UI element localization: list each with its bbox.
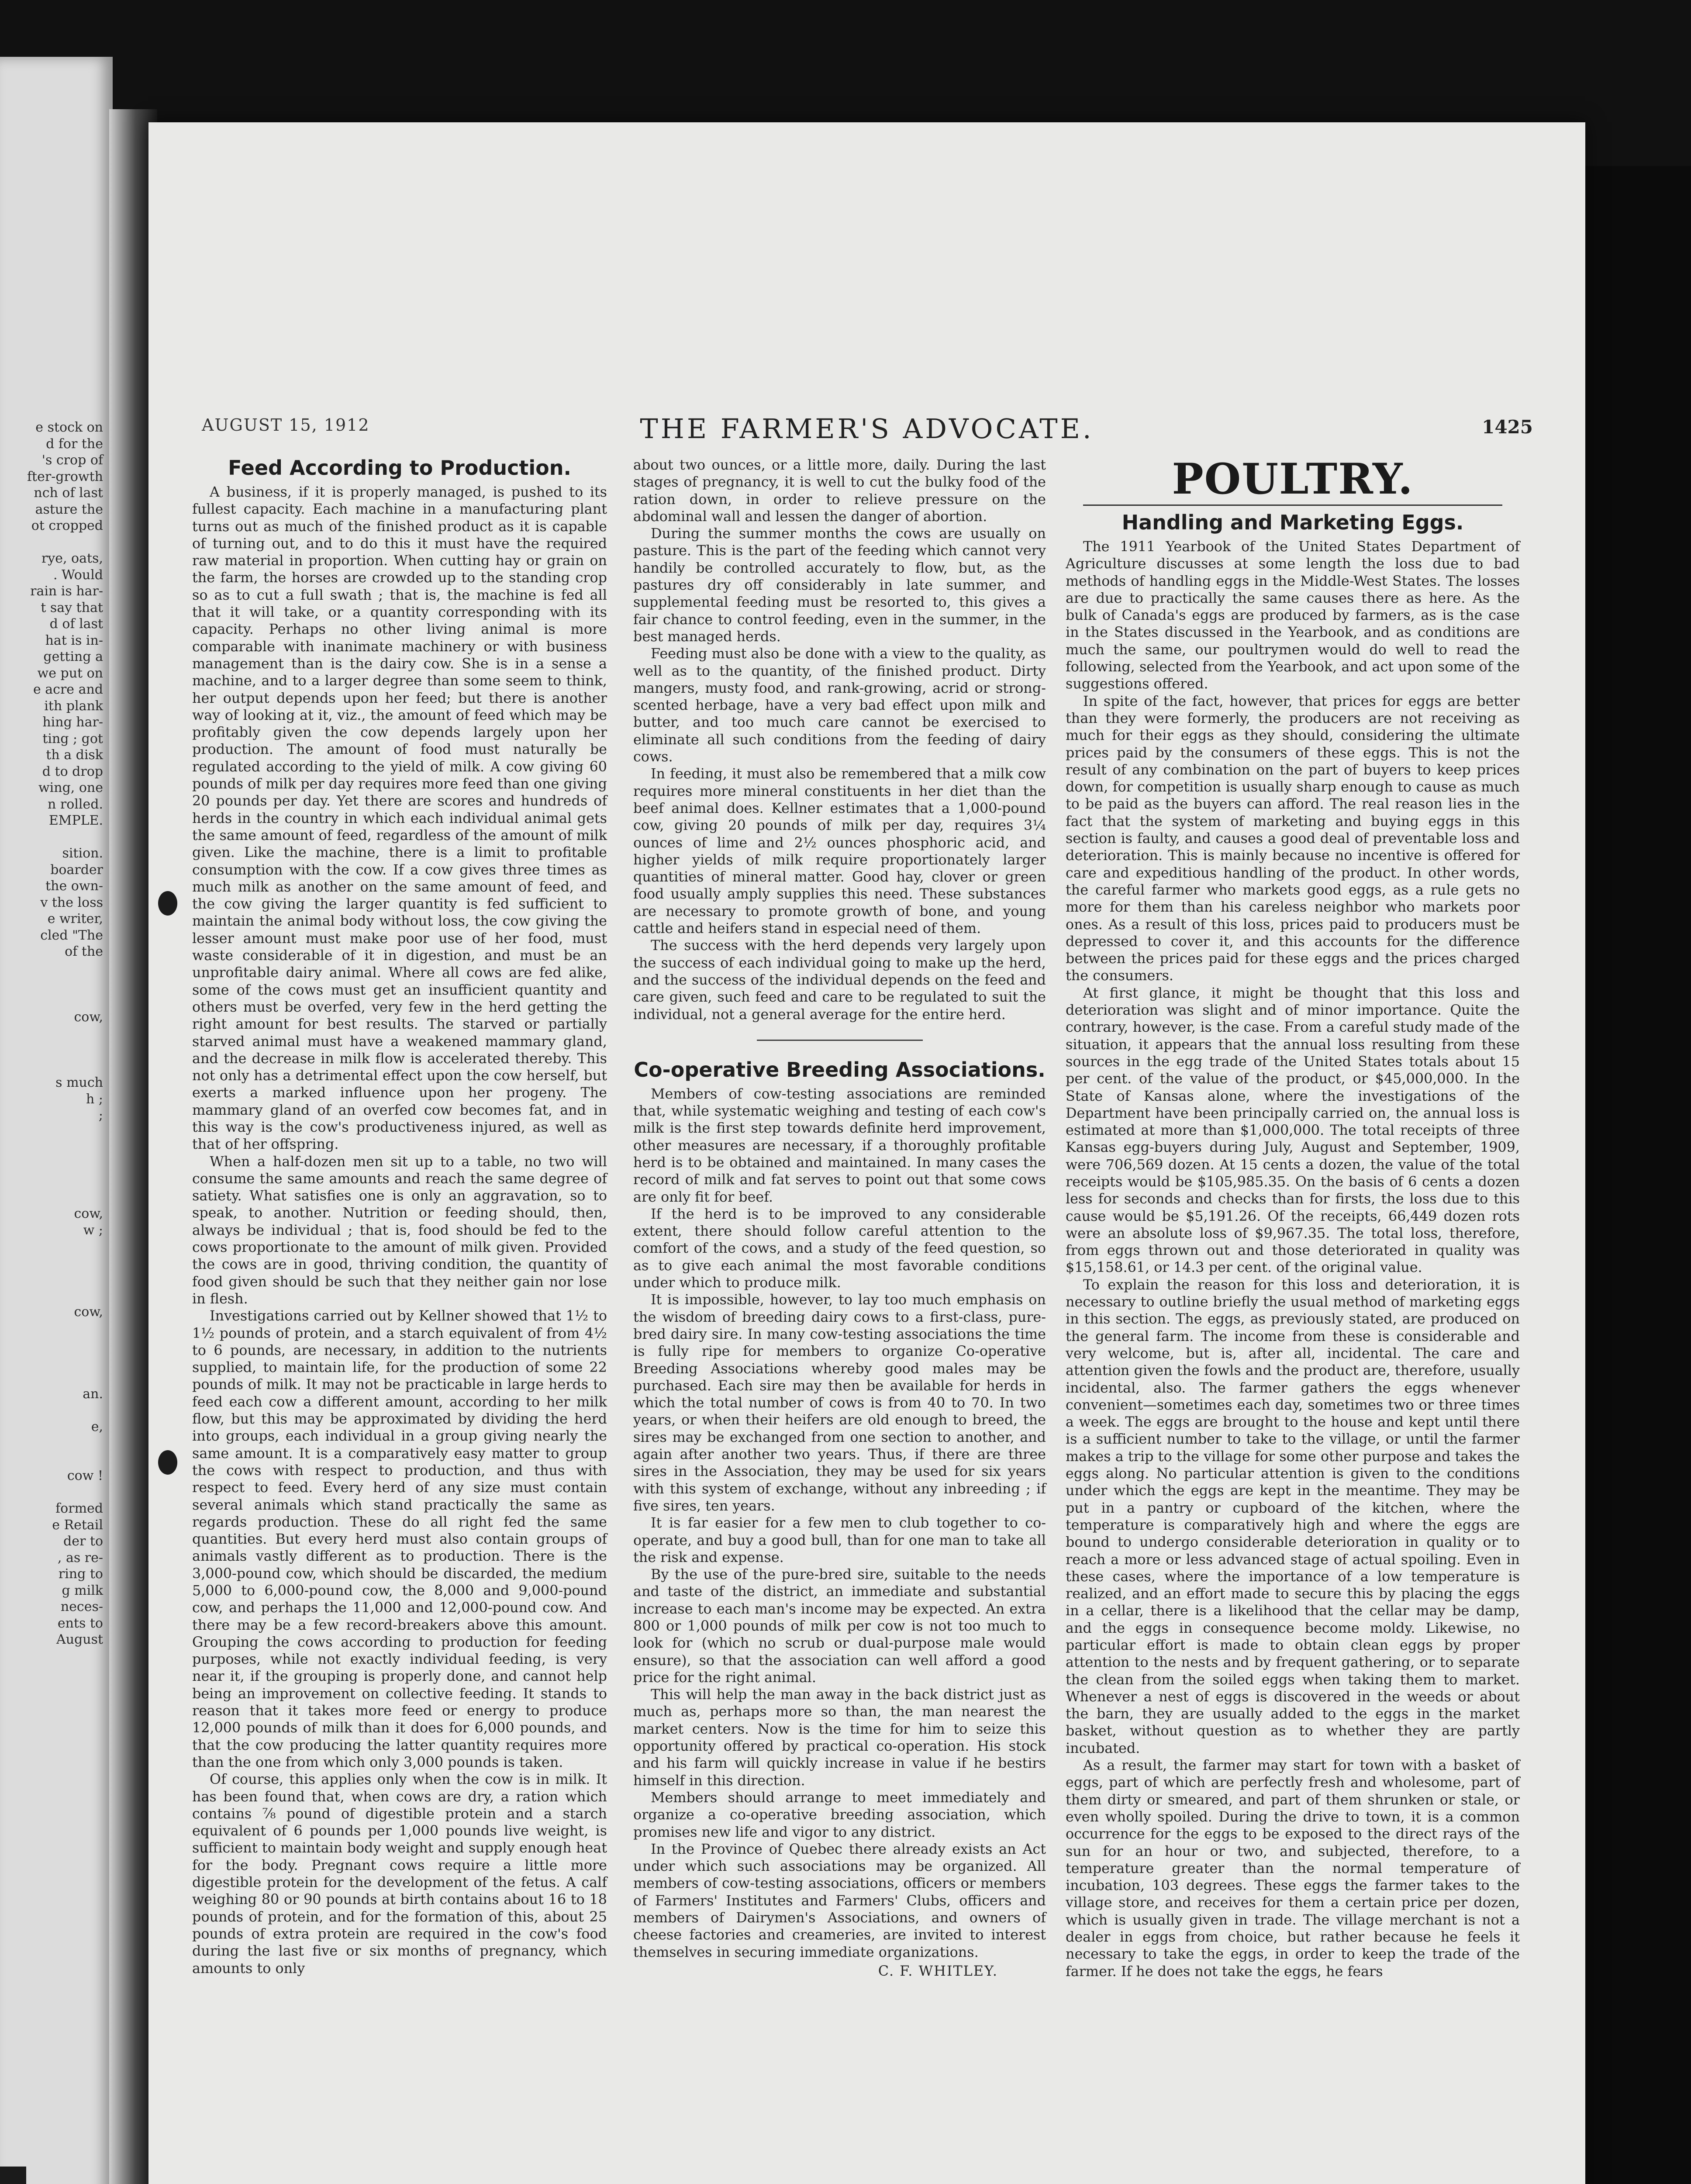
- article-divider: [757, 1040, 923, 1041]
- article-title-breeding: Co-operative Breeding Associations.: [634, 1057, 1046, 1082]
- paragraph: When a half-dozen men sit up to a table, no two will consume the same amounts and reach the same degree of satiety. What satisfies one is only an aggravation, so to speak, to another. Nutrition or feeding should, then, always be individual ; that is, food should be fed to the cows proportionate to the amount of milk given. Provided the cows are in good, thriving condition, the quantity of food given should be such that they neither gain nor lose in flesh.: [192, 1153, 607, 1307]
- paragraph: The 1911 Yearbook of the United States Department of Agriculture discusses at some length the loss due to bad methods of handling eggs in the Middle-West States. The losses are due to practically the same causes there as here. As the bulk of Canada's eggs are produced by farmers, as is the case in the States discussed in the Yearbook, and as conditions are much the same, our poultrymen would do well to read the following, selected from the Yearbook, and act upon some of the suggestions offered.: [1066, 539, 1520, 692]
- issue-date: AUGUST 15, 1912: [202, 415, 370, 435]
- paper-title: THE FARMER'S ADVOCATE.: [640, 413, 1094, 445]
- article-title-eggs: Handling and Marketing Eggs.: [1122, 511, 1464, 534]
- column-2: [633, 456, 1046, 1980]
- previous-page-text: e stock on d for the 's crop of fter-growth nch of last asture the ot cropped rye, oats, . Would rain is har- t say that d of last hat is in- getting a we put on e acre and ith plank hing har- ting ; got th a disk d to drop wing, one n rolled. EMPLE. sition. boarder the own- v the loss e writer, cled "The of the cow, s much h ; ; cow, w ; cow, an. e, cow ! formed e Retail der to , as re- ring to g milk neces- ents to August: [27, 420, 103, 1647]
- page-number: 1425: [1482, 416, 1533, 438]
- paragraph: This will help the man away in the back district just as much as, perhaps more so than, the man nearest the market centers. Now is the time for him to seize this opportunity offered by practical co-operation. His stock and his farm will quickly increase in value if he bestirs himself in this direction.: [633, 1686, 1046, 1789]
- paragraph: The success with the herd depends very largely upon the success of each individual going to make up the herd, and the success of the individual depends on the feed and care given, such feed and care to be regulated to suit the individual, not a general average for the entire herd.: [633, 937, 1046, 1023]
- paragraph: about two ounces, or a little more, daily. During the last stages of pregnancy, it is well to cut the bulky food of the ration down, in order to relieve pressure on the abdominal wall and lessen the danger of abortion.: [633, 457, 1046, 525]
- paragraph: At first glance, it might be thought that this loss and deterioration was slight and of minor importance. Quite the contrary, however, is the case. From a careful study made of the situation, it appears that the annual loss resulting from these sources in the egg trade of the United States totals about 15 per cent. of the value of the product, or $45,000,000. In the State of Kansas alone, where the investigations of the Department have been principally carried on, the annual loss is estimated at more than $1,000,000. The total receipts of three Kansas egg-buyers during July, August and September, 1909, were 706,569 dozen. At 15 cents a dozen, the value of the total receipts would be $105,985.35. On the basis of 6 cents a dozen less for seconds and checks than for firsts, the loss due to this cause would be $5,191.26. Of the receipts, 66,449 dozen rots were an absolute loss of $9,967.35. The total loss, therefore, from eggs thrown out and those deteriorated in quality was $15,158.61, or 14.3 per cent. of the original value.: [1066, 985, 1520, 1276]
- previous-page-fragment: [0, 57, 113, 2184]
- paragraph: In the Province of Quebec there already exists an Act under which such associations may be organized. All members of cow-testing associations, officers or members of Farmers' Institutes and Farmers' Clubs, officers and members of Dairymen's Associations, and owners of cheese factories and creameries, are invited to interest themselves in securing immediate organizations.: [633, 1841, 1046, 1960]
- previous-page-photo: [0, 2167, 26, 2184]
- paragraph: Members should arrange to meet immediately and organize a co-operative breeding association, which promises new life and vigor to any district.: [633, 1789, 1046, 1840]
- paragraph: To explain the reason for this loss and deterioration, it is necessary to outline briefly the usual method of marketing eggs in this section. The eggs, as previously stated, are produced on the general farm. The income from these is considerable and very welcome, but is, after all, incidental. The care and attention given the fowls and the product are, therefore, usually incidental, also. The farmer gathers the eggs whenever convenient—sometimes each day, sometimes two or three times a week. The eggs are brought to the house and kept until there is a sufficient number to take to the village, or until the farmer makes a trip to the village for some other purpose and takes the eggs along. No particular attention is given to the conditions under which the eggs are kept in the meantime. They may be put in a pantry or cupboard of the kitchen, where the temperature is comparatively high and where the eggs are bound to undergo considerable deterioration in quality or to reach a more or less advanced stage of actual spoiling. Even in these cases, where the importance of a low temperature is realized, and an effort made to secure this by placing the eggs in a cellar, there is a likelihood that the cellar may be damp, and the eggs in consequence become moldy. Likewise, no particular effort is made to obtain clean eggs by proper attention to the nests and by frequent gathering, or to separate the clean from the soiled eggs when taking them to market. Whenever a nest of eggs is discovered in the weeds or about the barn, they are usually added to the eggs in the market basket, without question as to whether they are partly incubated.: [1066, 1276, 1520, 1756]
- author-signature: C. F. WHITLEY.: [878, 1963, 998, 1979]
- paragraph: Investigations carried out by Kellner showed that 1½ to 1½ pounds of protein, and a starch equivalent of from 4½ to 6 pounds, are necessary, in addition to the nutrients supplied, to maintain life, for the production of some 22 pounds of milk. It may not be practicable in large herds to feed each cow a different amount, according to her milk flow, but this may be approximated by dividing the herd into groups, each individual in a group giving nearly the same amount. It is a comparatively easy matter to group the cows with respect to production, and thus with respect to feed. Every herd of any size must contain several animals which stand practically the same as regards production. These do all right fed the same quantities. But every herd must also contain groups of animals vastly different as to production. There is the 3,000-pound cow, which should be discarded, the medium 5,000 to 6,000-pound cow, the 8,000 and 9,000-pound cow, and perhaps the 11,000 and 12,000-pound cow. And there may be a few record-breakers above this amount. Grouping the cows according to production for feeding purposes, while not exactly individual feeding, is very near it, if the grouping is properly done, and cannot help being an improvement on collective feeding. It stands to reason that it takes more feed or energy to produce 12,000 pounds of milk than it does for 6,000 pounds, and that the cow producing the latter quantity requires more than the one from which only 3,000 pounds is taken.: [192, 1308, 607, 1770]
- paragraph: It is far easier for a few men to club together to co-operate, and buy a good bull, than for one man to take all the risk and expense.: [633, 1515, 1046, 1565]
- binding-hole: [158, 1450, 177, 1475]
- paragraph: In spite of the fact, however, that prices for eggs are better than they were formerly, the producers are not receiving as much for their eggs as they should, considering the ultimate prices paid by the consumers of these eggs. This is not the result of any combination on the part of buyers to keep prices down, for competition is usually sharp enough to cause as much to be paid as the buyers can afford. The real reason lies in the fact that the system of marketing and buying eggs in this section is faulty, and causes a good deal of preventable loss and deterioration. This is mainly because no incentive is offered for care and expeditious handling of the product. In other words, the careful farmer who markets good eggs, as a rule gets no more for them than his careless neighbor who markets poor ones. As a result of this loss, prices paid to producers must be depressed to cover it, and this accounts for the difference between the prices paid for these eggs and the prices charged the consumers.: [1066, 693, 1520, 984]
- paragraph: A business, if it is properly managed, is pushed to its fullest capacity. Each machine in a manufacturing plant turns out as much of the finished product as it is capable of turning out, and to do this it must have the required raw material in proportion. When cutting hay or grain on the farm, the horses are crowded up to the standing crop so as to cut a full swath ; that is, the machine is fed all that it will take, or a quantity corresponding with its capacity. Perhaps no other living animal is more comparable with inanimate machinery or with business management than is the dairy cow. She is in a sense a machine, and to a larger degree than some seem to think, her output depends upon her feed; but there is another way of looking at it, viz., the amount of feed which may be profitably given the cow depends largely upon her production. The amount of food must naturally be regulated according to the yield of milk. A cow giving 60 pounds of milk per day requires more feed than one giving 20 pounds per day. Yet there are scores and hundreds of herds in the country in which each individual animal gets the same amount of feed, regardless of the amount of milk given. Like the machine, there is a limit to profitable consumption with the cow. If a cow gives three times as much milk as another on the same amount of feed, and the cow giving the larger quantity is fed sufficient to maintain the animal body without loss, the cow giving the lesser amount must make poor use of her food, must waste considerable of it in digestion, and must be an unprofitable dairy animal. Where all cows are fed alike, some of the cows must get an insufficient quantity and others must be overfed, very few in the herd getting the right amount for best results. The starved or partially starved animal must have a weakened mammary gland, and the decrease in milk flow is accelerated thereby. This not only has a detrimental effect upon the cow herself, but exerts a marked influence upon her progeny. The mammary gland of an overfed cow becomes fat, and in this way is the cow's productiveness injured, as well as that of her offspring.: [192, 484, 607, 1153]
- masthead: [148, 413, 1585, 448]
- paragraph: It is impossible, however, to lay too much emphasis on the wisdom of breeding dairy cows to a first-class, pure-bred dairy sire. In many cow-testing associations the time is fully ripe for members to organize Co-operative Breeding Associations whereby good males may be purchased. Each sire may then be available for herds in which the total number of cows is from 40 to 70. In two years, or when their heifers are old enough to breed, the sires may be exchanged from one section to another, and again after another two years. Thus, if there are three sires in the Association, they may be used for six years with this system of exchange, without any inbreeding ; if five sires, ten years.: [633, 1292, 1046, 1514]
- section-rule: [1083, 505, 1502, 506]
- article-title-feed: Feed According to Production.: [228, 456, 571, 480]
- column-1: [192, 456, 607, 1977]
- section-title-poultry: POULTRY.: [1172, 454, 1414, 504]
- paragraph: As a result, the farmer may start for town with a basket of eggs, part of which are perfectly fresh and wholesome, part of them dirty or smeared, and part of them shrunken or stale, or even wholly spoiled. During the drive to town, it is a common occurrence for the eggs to be exposed to the direct rays of the sun for an hour or two, and subjected, therefore, to a temperature greater than the normal temperature of incubation, 103 degrees. These eggs the farmer takes to the village store, and receives for them a certain price per dozen, which is usually given in trade. The village merchant is not a dealer in eggs from choice, but rather because he feels it necessary to take the eggs, in order to keep the trade of the farmer. If he does not take the eggs, he fears: [1066, 1757, 1520, 1980]
- paragraph: By the use of the pure-bred sire, suitable to the needs and taste of the district, an immediate and substantial increase to each man's income may be expected. An extra 800 or 1,000 pounds of milk per cow is not too much to look for (which no scrub or dual-purpose male would ensure), so that the association can well afford a good price for the right animal.: [633, 1566, 1046, 1686]
- paragraph: If the herd is to be improved to any considerable extent, there should follow careful attention to the comfort of the cows, and a study of the feed question, so as to give each animal the most favorable conditions under which to produce milk.: [633, 1206, 1046, 1291]
- paragraph: Members of cow-testing associations are reminded that, while systematic weighing and testing of each cow's milk is the first step towards definite herd improvement, other measures are necessary, if a thoroughly profitable herd is to be obtained and maintained. In many cases the record of milk and fat serves to point out that some cows are only fit for beef.: [633, 1085, 1046, 1205]
- paragraph: In feeding, it must also be remembered that a milk cow requires more mineral constituents in her diet than the beef animal does. Kellner estimates that a 1,000-pound cow, giving 20 pounds of milk per day, requires 3¼ ounces of lime and 2½ ounces phosphoric acid, and higher yields of milk require proportionately larger quantities of mineral matter. Good hay, clover or green food usually amply supplies this need. These substances are necessary to promote growth of bone, and young cattle and heifers stand in especial need of them.: [633, 766, 1046, 937]
- newspaper-page: [148, 122, 1585, 2184]
- paragraph: Feeding must also be done with a view to the quality, as well as to the quantity, of the finished product. Dirty mangers, musty food, and rank-growing, acrid or strong-scented herbage, have a very bad effect upon milk and butter, and too much care cannot be exercised to eliminate all such conditions from the feeding of dairy cows.: [633, 646, 1046, 765]
- binding-hole: [158, 891, 177, 916]
- paragraph: During the summer months the cows are usually on pasture. This is the part of the feeding which cannot very handily be controlled accurately to flow, but, as the pastures dry off considerably in late summer, and supplemental feeding must be resorted to, this gives a fair chance to control feeding, even in the summer, in the best managed herds.: [633, 525, 1046, 645]
- column-3: [1066, 456, 1520, 1980]
- paragraph: Of course, this applies only when the cow is in milk. It has been found that, when cows are dry, a ration which contains ⅞ pound of digestible protein and a starch equivalent of 6 pounds per 1,000 pounds live weight, is sufficient to maintain body weight and supply enough heat for the body. Pregnant cows require a little more digestible protein for the development of the fetus. A calf weighing 80 or 90 pounds at birth contains about 16 to 18 pounds of protein, and for the formation of this, about 25 pounds of extra protein are required in the cow's food during the last five or six months of pregnancy, which amounts to only: [192, 1771, 607, 1977]
